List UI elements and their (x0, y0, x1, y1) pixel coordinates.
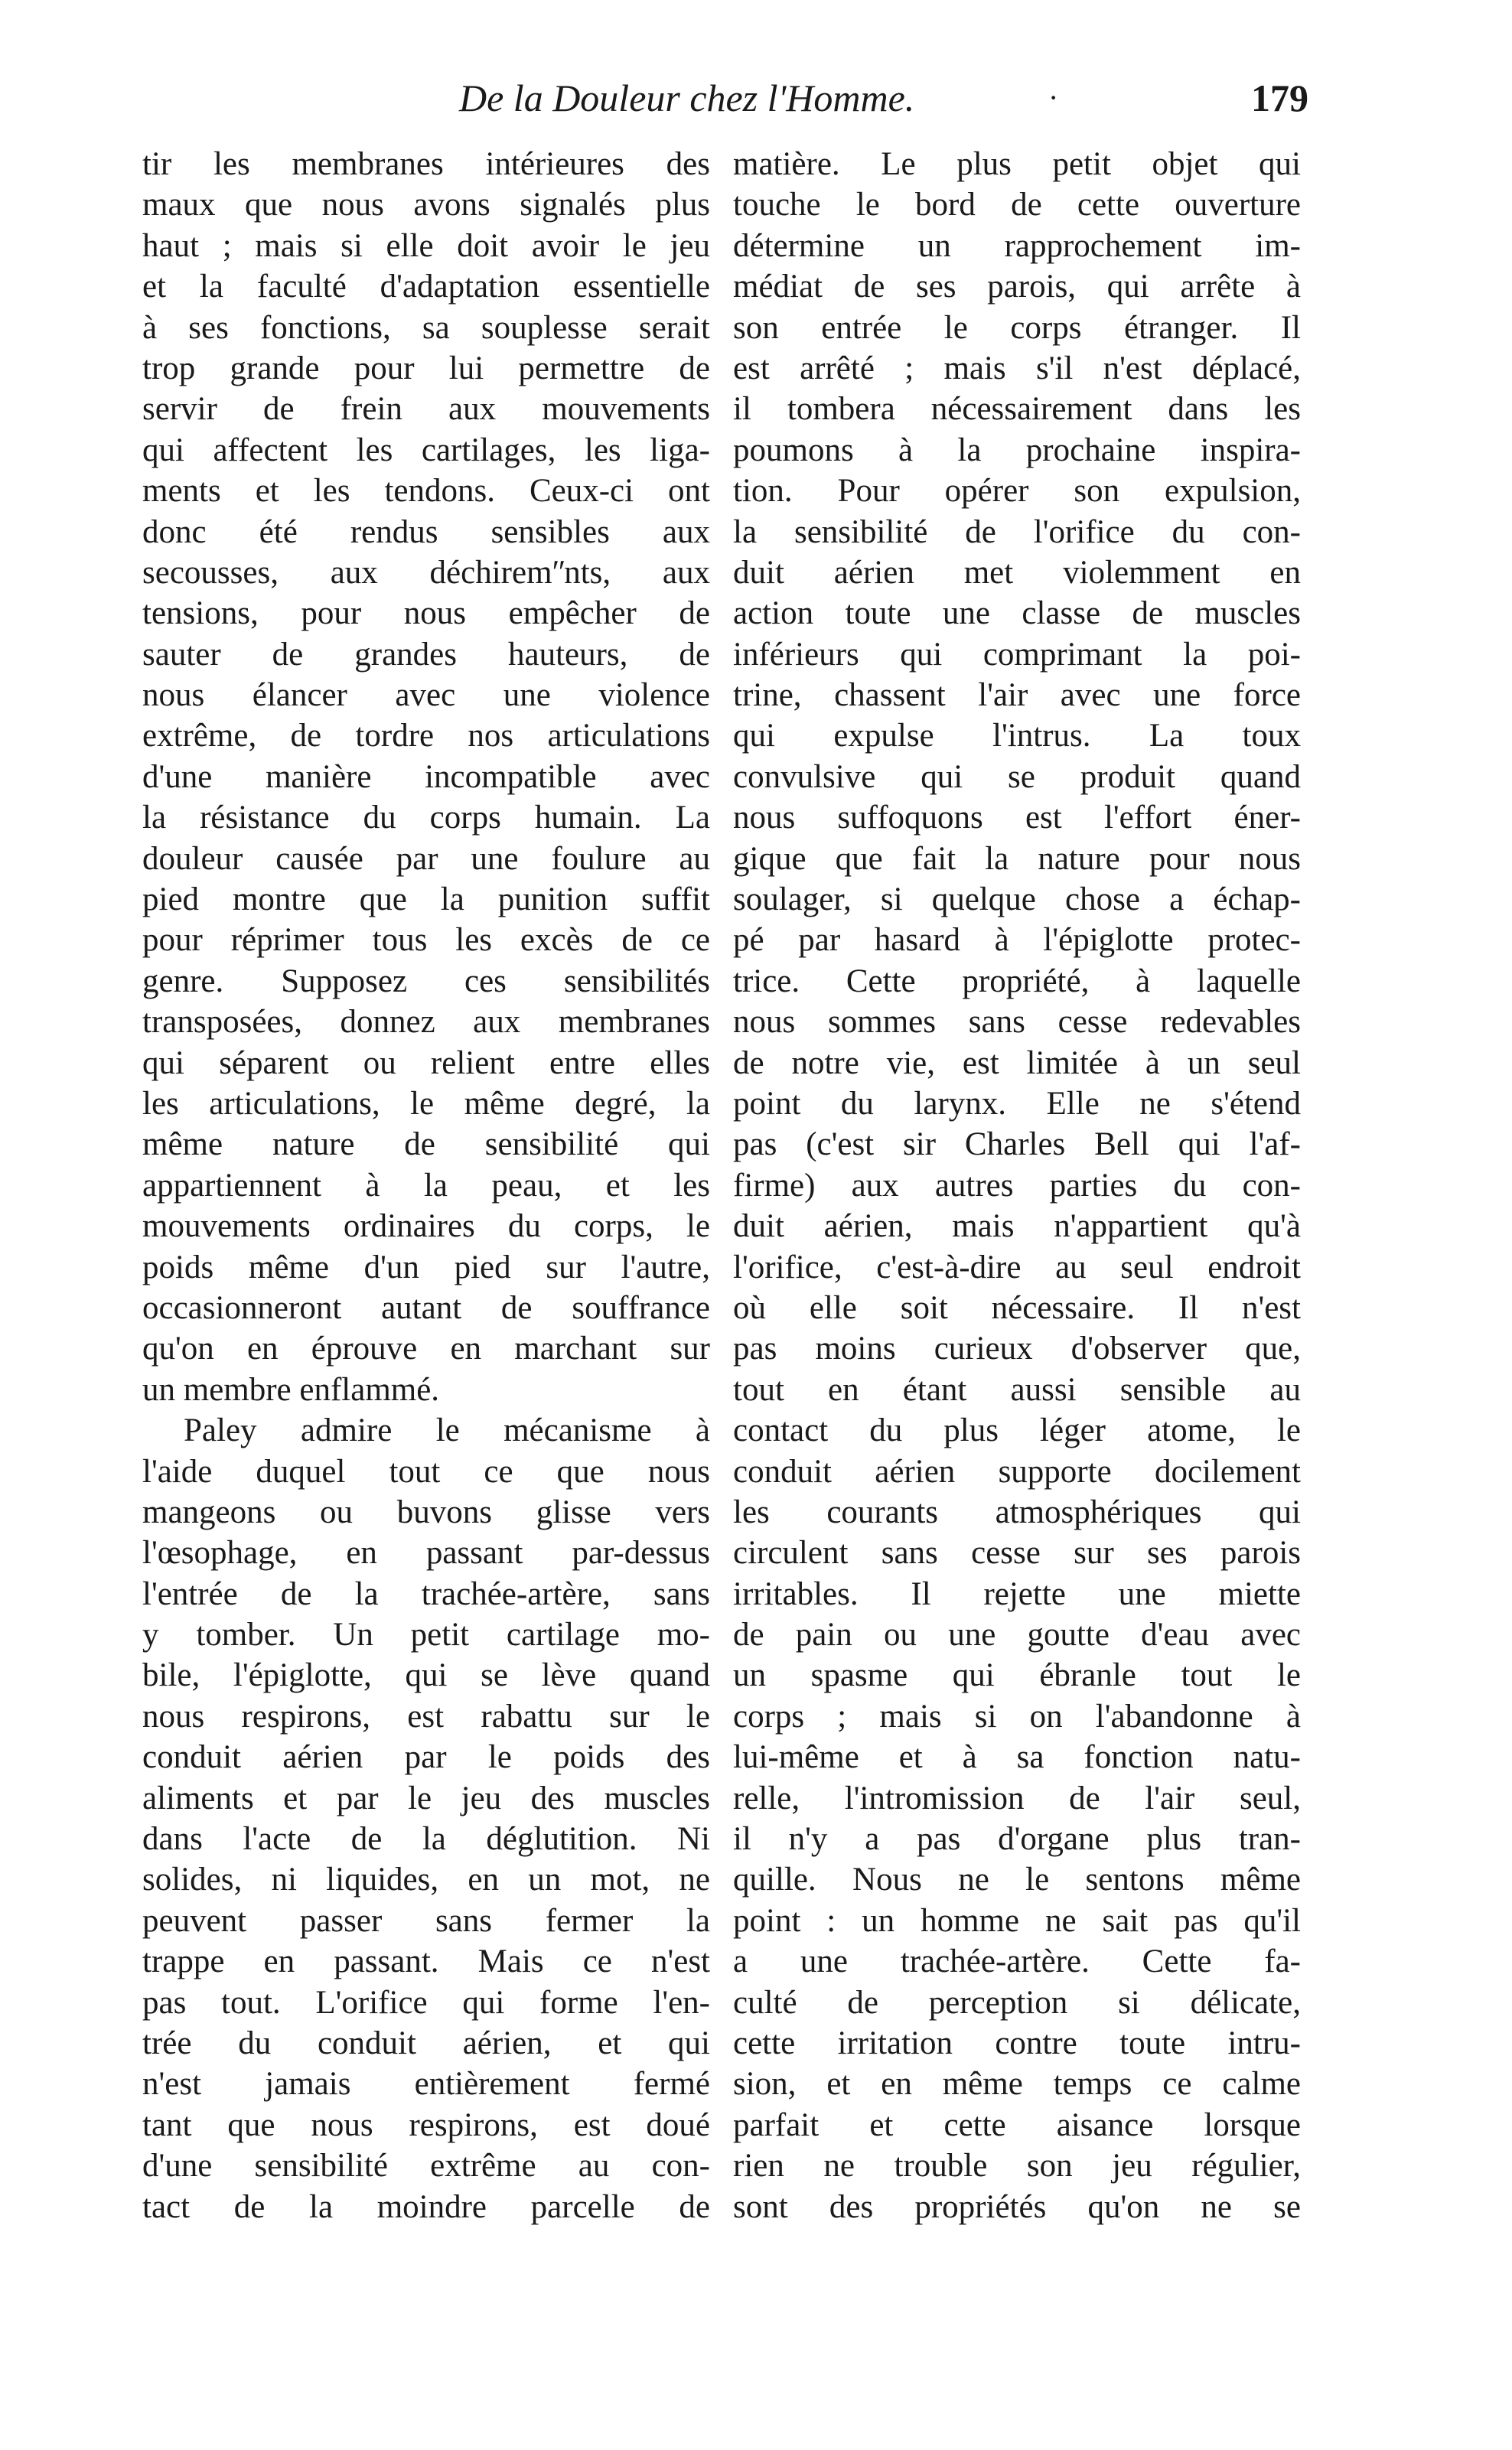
text-line: a une trachée-artère. Cette fa- (733, 1943, 1301, 1980)
text-line: nous sommes sans cesse redevables (733, 1004, 1301, 1041)
text-line: dans l'acte de la déglutition. Ni (142, 1821, 710, 1858)
text-line: quille. Nous ne le sentons même (733, 1862, 1301, 1898)
text-line: solides, ni liquides, en un mot, ne (142, 1862, 710, 1898)
text-line: mangeons ou buvons glisse vers (142, 1494, 710, 1530)
text-line: les courants atmosphériques qui (733, 1494, 1301, 1530)
text-line: nous respirons, est rabattu sur le (142, 1698, 710, 1735)
text-line: tact de la moindre parcelle de (142, 2188, 710, 2225)
text-line: y tomber. Un petit cartilage mo- (142, 1617, 710, 1653)
text-line: qui affectent les cartilages, les liga- (142, 432, 710, 468)
text-line: point : un homme ne sait pas qu'il (733, 1902, 1301, 1939)
text-line: peuvent passer sans fermer la (142, 1902, 710, 1939)
text-line: genre. Supposez ces sensibilités (142, 963, 710, 999)
page-number: 179 (1251, 77, 1308, 119)
text-line: l'entrée de la trachée-artère, sans (142, 1575, 710, 1612)
left-text-column (142, 144, 710, 2227)
text-line: mouvements ordinaires du corps, le (142, 1208, 710, 1245)
text-line: les articulations, le même degré, la (142, 1085, 710, 1122)
text-line: touche le bord de cette ouverture (733, 187, 1301, 223)
text-line: pas moins curieux d'observer que, (733, 1331, 1301, 1367)
text-line: tant que nous respirons, est doué (142, 2106, 710, 2143)
text-line: pour réprimer tous les excès de ce (142, 922, 710, 959)
text-line: corps ; mais si on l'abandonne à (733, 1698, 1301, 1735)
text-line: pé par hasard à l'épiglotte protec- (733, 922, 1301, 959)
text-line: d'une manière incompatible avec (142, 758, 710, 795)
text-line: même nature de sensibilité qui (142, 1126, 710, 1163)
text-line: relle, l'intromission de l'air seul, (733, 1780, 1301, 1816)
text-line: duit aérien met violemment en (733, 554, 1301, 591)
header-separator: · (1048, 80, 1059, 115)
text-line: à ses fonctions, sa souplesse serait (142, 309, 710, 346)
text-line: sion, et en même temps ce calme (733, 2066, 1301, 2103)
text-line: conduit aérien supporte docilement (733, 1453, 1301, 1490)
text-line: contact du plus léger atome, le (733, 1412, 1301, 1449)
text-line: matière. Le plus petit objet qui (733, 146, 1301, 182)
text-line: convulsive qui se produit quand (733, 758, 1301, 795)
text-line: irritables. Il rejette une miette (733, 1575, 1301, 1612)
text-line: qui expulse l'intrus. La toux (733, 718, 1301, 754)
text-line: son entrée le corps étranger. Il (733, 309, 1301, 346)
text-line: bile, l'épiglotte, qui se lève quand (142, 1657, 710, 1694)
text-line: tensions, pour nous empêcher de (142, 595, 710, 632)
text-line: qui séparent ou relient entre elles (142, 1044, 710, 1081)
text-line: pied montre que la punition suffit (142, 881, 710, 918)
text-line: circulent sans cesse sur ses parois (733, 1535, 1301, 1572)
text-line: n'est jamais entièrement fermé (142, 2066, 710, 2103)
text-line: transposées, donnez aux membranes (142, 1004, 710, 1041)
text-line: donc été rendus sensibles aux (142, 513, 710, 550)
text-line: gique que fait la nature pour nous (733, 840, 1301, 877)
text-line: de notre vie, est limitée à un seul (733, 1044, 1301, 1081)
text-line: servir de frein aux mouvements (142, 391, 710, 428)
text-line: soulager, si quelque chose a échap- (733, 881, 1301, 918)
text-line: occasionneront autant de souffrance (142, 1289, 710, 1326)
text-line: aliments et par le jeu des muscles (142, 1780, 710, 1816)
text-line: d'une sensibilité extrême au con- (142, 2148, 710, 2184)
text-line: détermine un rapprochement im- (733, 227, 1301, 264)
text-line: culté de perception si délicate, (733, 1984, 1301, 2021)
text-line: parfait et cette aisance lorsque (733, 2106, 1301, 2143)
text-line: trine, chassent l'air avec une force (733, 677, 1301, 714)
text-line: sauter de grandes hauteurs, de (142, 636, 710, 673)
text-line: rien ne trouble son jeu régulier, (733, 2148, 1301, 2184)
text-line: et la faculté d'adaptation essentielle (142, 269, 710, 305)
text-line: l'aide duquel tout ce que nous (142, 1453, 710, 1490)
text-line: maux que nous avons signalés plus (142, 187, 710, 223)
text-line: l'orifice, c'est-à-dire au seul endroit (733, 1249, 1301, 1285)
text-line: lui-même et à sa fonction natu- (733, 1739, 1301, 1776)
text-line: cette irritation contre toute intru- (733, 2025, 1301, 2061)
text-line: trop grande pour lui permettre de (142, 350, 710, 386)
text-line: trice. Cette propriété, à laquelle (733, 963, 1301, 999)
text-line: point du larynx. Elle ne s'étend (733, 1085, 1301, 1122)
text-line: trappe en passant. Mais ce n'est (142, 1943, 710, 1980)
text-line: conduit aérien par le poids des (142, 1739, 710, 1776)
text-line: duit aérien, mais n'appartient qu'à (733, 1208, 1301, 1245)
text-line: inférieurs qui comprimant la poi- (733, 636, 1301, 673)
text-line: pas tout. L'orifice qui forme l'en- (142, 1984, 710, 2021)
text-line: sont des propriétés qu'on ne se (733, 2188, 1301, 2225)
text-line: firme) aux autres parties du con- (733, 1167, 1301, 1204)
text-line: pas (c'est sir Charles Bell qui l'af- (733, 1126, 1301, 1163)
text-line: tion. Pour opérer son expulsion, (733, 473, 1301, 510)
text-line: qu'on en éprouve en marchant sur (142, 1331, 710, 1367)
text-line: poumons à la prochaine inspira- (733, 432, 1301, 468)
running-head (429, 67, 1308, 129)
text-line: poids même d'un pied sur l'autre, (142, 1249, 710, 1285)
text-line: il tombera nécessairement dans les (733, 391, 1301, 428)
text-line: appartiennent à la peau, et les (142, 1167, 710, 1204)
text-line: tir les membranes intérieures des (142, 146, 710, 182)
text-line: nous élancer avec une violence (142, 677, 710, 714)
text-line: un spasme qui ébranle tout le (733, 1657, 1301, 1694)
text-line: ments et les tendons. Ceux-ci ont (142, 473, 710, 510)
running-title: De la Douleur chez l'Homme. (459, 77, 915, 119)
text-line: la sensibilité de l'orifice du con- (733, 513, 1301, 550)
text-line: tout en étant aussi sensible au (733, 1371, 1301, 1408)
text-line: douleur causée par une foulure au (142, 840, 710, 877)
text-line: action toute une classe de muscles (733, 595, 1301, 632)
text-line: un membre enflammé. (142, 1371, 440, 1408)
text-line: trée du conduit aérien, et qui (142, 2025, 710, 2061)
text-line: extrême, de tordre nos articulations (142, 718, 710, 754)
text-line: l'œsophage, en passant par-dessus (142, 1535, 710, 1572)
text-line: de pain ou une goutte d'eau avec (733, 1617, 1301, 1653)
text-line: où elle soit nécessaire. Il n'est (733, 1289, 1301, 1326)
text-line: haut ; mais si elle doit avoir le jeu (142, 227, 710, 264)
text-line: secousses, aux déchiremʺnts, aux (142, 554, 710, 591)
text-line: Paley admire le mécanisme à (184, 1412, 710, 1449)
text-line: nous suffoquons est l'effort éner- (733, 800, 1301, 836)
text-line: la résistance du corps humain. La (142, 800, 710, 836)
text-line: médiat de ses parois, qui arrête à (733, 269, 1301, 305)
text-line: est arrêté ; mais s'il n'est déplacé, (733, 350, 1301, 386)
right-text-column (733, 144, 1301, 2227)
text-line: il n'y a pas d'organe plus tran- (733, 1821, 1301, 1858)
